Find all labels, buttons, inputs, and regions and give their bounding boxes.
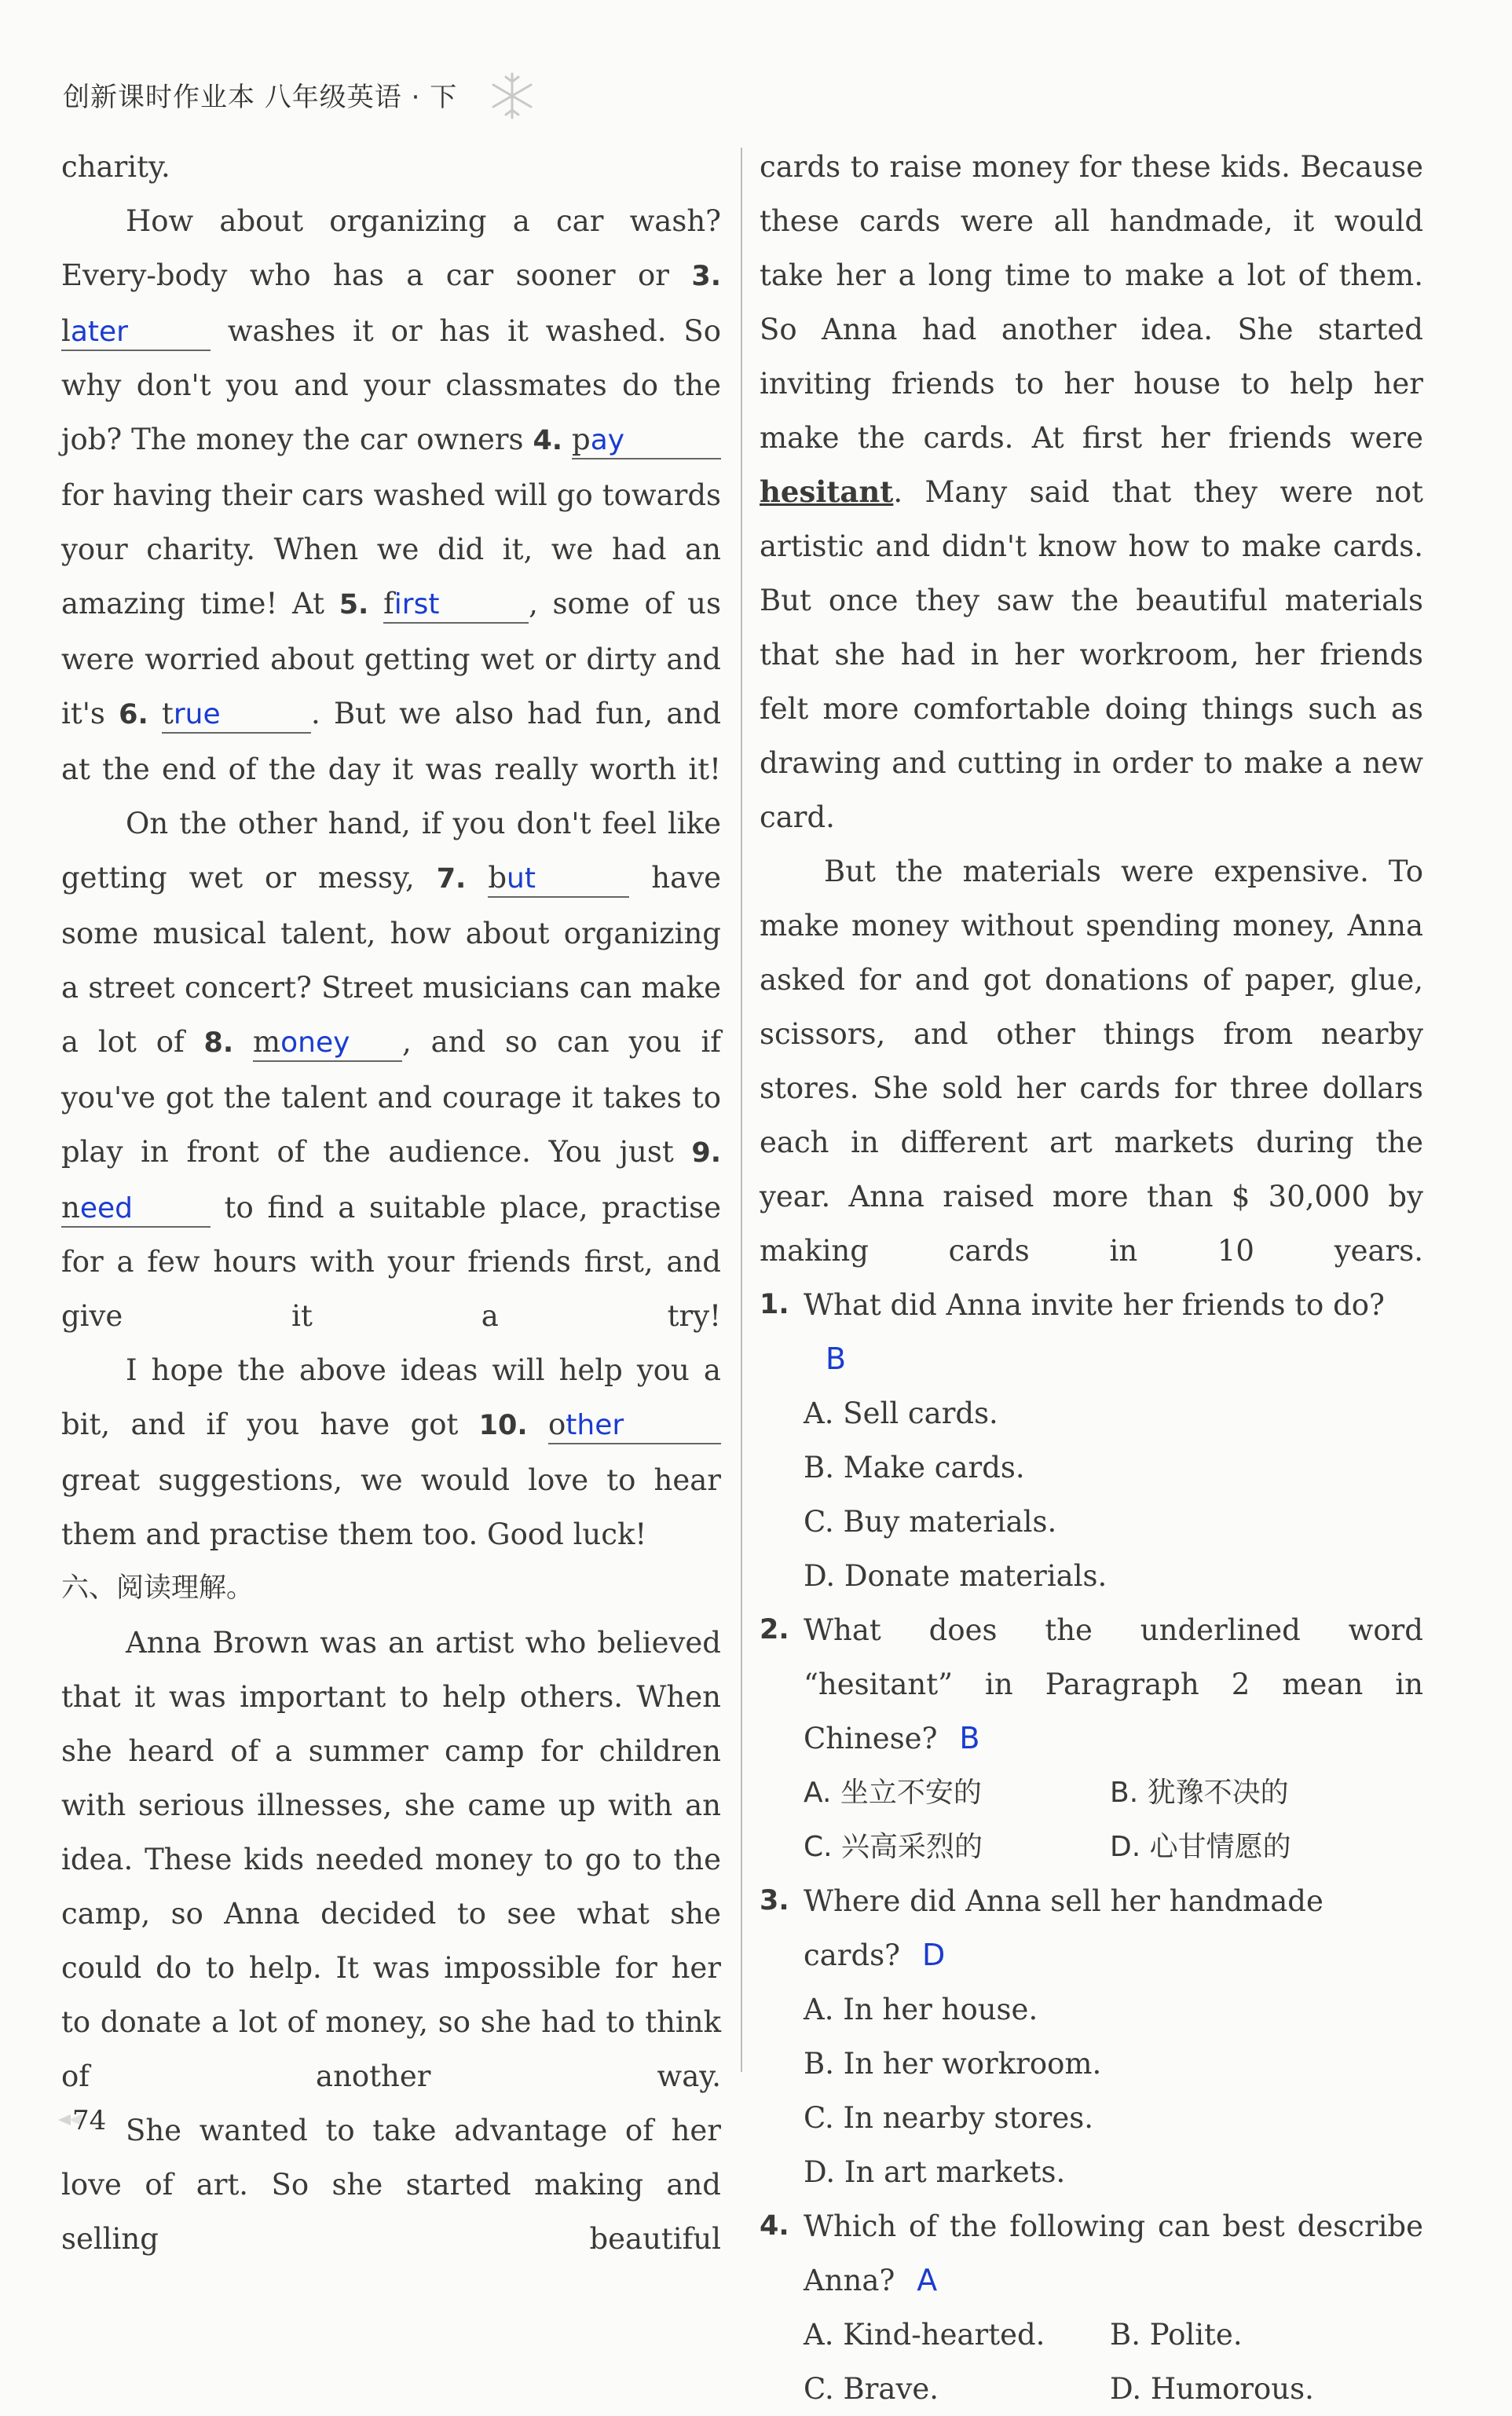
question-number: 3. bbox=[760, 1885, 789, 1916]
blank-number: 10. bbox=[478, 1410, 528, 1441]
question-number: 2. bbox=[760, 1614, 789, 1645]
option[interactable]: A. Kind-hearted. bbox=[804, 2318, 1045, 2352]
text: have some musical talent, how about organizing a street concert? Street musicians can make a lot of bbox=[61, 861, 721, 1059]
handwritten-answer: irst bbox=[394, 588, 440, 620]
handwritten-answer: A bbox=[917, 2263, 938, 2297]
answer-blank-5[interactable] bbox=[383, 587, 529, 624]
blank-number: 8. bbox=[203, 1027, 234, 1059]
question-3 bbox=[760, 1874, 1423, 1982]
question-1 bbox=[760, 1278, 1423, 1386]
initial-letter: n bbox=[61, 1191, 80, 1224]
answer-blank-3[interactable] bbox=[61, 314, 211, 351]
option[interactable]: B. Make cards. bbox=[804, 1451, 1025, 1484]
blank-number: 4. bbox=[533, 425, 563, 456]
text: to find a suitable place, practise for a few hours with your friends first, and give it a try! bbox=[61, 1191, 721, 1333]
answer-blank-7[interactable] bbox=[488, 861, 629, 898]
option-row bbox=[804, 2308, 1423, 2362]
option[interactable]: D. Donate materials. bbox=[804, 1559, 1107, 1593]
initial-letter: m bbox=[253, 1025, 281, 1059]
left-column bbox=[61, 140, 721, 2266]
text: . Many said that they were not artistic and didn't know how to make cards. But once they saw the beautiful materials that she had in her workroom, her friends felt more comfortable doing things such as drawing and cutting in order to make a new card. bbox=[760, 475, 1423, 834]
option[interactable]: A. Sell cards. bbox=[804, 1397, 998, 1430]
text: washes it or has it washed. So why don't you and your classmates do the job? The money the car owners bbox=[61, 314, 721, 456]
text: charity. bbox=[61, 150, 170, 184]
initial-letter: f bbox=[383, 587, 394, 620]
text: for having their cars washed will go towards your charity. When we did it, we had an amazing time! At bbox=[61, 478, 721, 620]
blank-number: 6. bbox=[119, 699, 148, 730]
option[interactable]: D. Humorous. bbox=[1110, 2372, 1314, 2406]
answer-blank-6[interactable] bbox=[162, 697, 311, 734]
option[interactable]: A. 坐立不安的 bbox=[804, 1777, 982, 1809]
reading-paragraph-2-cont bbox=[760, 140, 1423, 844]
section-heading: 六、阅读理解。 bbox=[61, 1572, 254, 1604]
option-row bbox=[804, 1766, 1423, 1820]
option[interactable]: C. Brave. bbox=[804, 2372, 939, 2406]
option[interactable]: D. In art markets. bbox=[804, 2155, 1066, 2189]
option-row bbox=[804, 2362, 1423, 2416]
text: How about organizing a car wash? Every-body who has a car sooner or bbox=[61, 204, 721, 292]
handwritten-answer: ther bbox=[566, 1409, 624, 1441]
paragraph-charity bbox=[61, 140, 721, 194]
option[interactable]: B. Polite. bbox=[1110, 2318, 1243, 2352]
option[interactable]: C. 兴高采烈的 bbox=[804, 1831, 983, 1863]
handwritten-answer: ut bbox=[507, 862, 536, 895]
question-4 bbox=[760, 2199, 1423, 2308]
text: , and so can you if you've got the talent and courage it takes to play in front of the audience. You just bbox=[61, 1025, 721, 1169]
answer-blank-10[interactable] bbox=[548, 1408, 721, 1444]
paragraph-closing bbox=[61, 1343, 721, 1561]
page-number: 74 bbox=[72, 2105, 107, 2136]
option[interactable]: A. In her house. bbox=[804, 1993, 1038, 2026]
answer-blank-8[interactable] bbox=[253, 1025, 402, 1062]
question-text: What did Anna invite her friends to do? bbox=[804, 1288, 1385, 1322]
reading-paragraph-2-start: She wanted to take advantage of her love of art. So she started making and selling beautiful bbox=[61, 2114, 721, 2256]
text: I hope the above ideas will help you a bit, and if you have got bbox=[61, 1353, 721, 1441]
handwritten-answer: ater bbox=[70, 316, 128, 348]
text: On the other hand, if you don't feel like getting wet or messy, bbox=[61, 807, 721, 895]
text: . But we also had fun, and at the end of the day it was really worth it! bbox=[61, 697, 721, 786]
question-2 bbox=[760, 1603, 1423, 1766]
handwritten-answer: B bbox=[959, 1721, 980, 1755]
option[interactable]: C. In nearby stores. bbox=[804, 2101, 1094, 2135]
question-text: Which of the following can best describe Anna? bbox=[804, 2209, 1423, 2297]
question-number: 4. bbox=[760, 2210, 789, 2242]
question-text: What does the underlined word “hesitant” in Paragraph 2 mean in Chinese? bbox=[804, 1613, 1423, 1755]
option-row bbox=[804, 1820, 1423, 1874]
column-divider bbox=[741, 148, 742, 2072]
blank-number: 3. bbox=[691, 261, 721, 292]
option[interactable]: C. Buy materials. bbox=[804, 1505, 1057, 1539]
blank-number: 9. bbox=[691, 1137, 721, 1169]
reading-paragraph-1: Anna Brown was an artist who believed that it was important to help others. When she heard of a summer camp for children with serious illnesses, she came up with an idea. These kids needed money to go to the camp, so Anna decided to see what she could do to help. It was impossible for her to donate a lot of money, so she had to think of another way. bbox=[61, 1626, 721, 2093]
handwritten-answer: ay bbox=[590, 424, 625, 456]
underlined-word-hesitant: hesitant bbox=[760, 474, 894, 509]
initial-letter: b bbox=[488, 861, 507, 895]
text: , some of us were worried about getting wet or dirty and it's bbox=[61, 587, 721, 730]
handwritten-answer: eed bbox=[79, 1192, 133, 1224]
handwritten-answer: B bbox=[826, 1342, 847, 1376]
initial-letter: o bbox=[548, 1408, 566, 1441]
initial-letter: l bbox=[61, 314, 71, 348]
answer-blank-9[interactable] bbox=[61, 1191, 211, 1228]
option[interactable]: B. In her workroom. bbox=[804, 2047, 1102, 2081]
option[interactable]: D. 心甘情愿的 bbox=[1110, 1831, 1291, 1863]
paragraph-car-wash bbox=[61, 194, 721, 796]
page-header: 创新课时作业本 八年级英语 · 下 bbox=[63, 82, 458, 113]
handwritten-answer: rue bbox=[173, 698, 221, 730]
paragraph-street-concert bbox=[61, 796, 721, 1343]
blank-number: 7. bbox=[436, 863, 467, 895]
snowflake-icon bbox=[487, 71, 537, 121]
initial-letter: p bbox=[572, 423, 591, 456]
initial-letter: t bbox=[161, 697, 174, 730]
reading-paragraph-3: But the materials were expensive. To make money without spending money, Anna asked for and got donations of paper, glue, scissors, and other things from nearby stores. She sold her cards for three dollars each in different art markets during the year. Anna raised more than $ 30,000 by making cards in 10 years. bbox=[760, 855, 1423, 1268]
answer-blank-4[interactable] bbox=[572, 423, 721, 459]
text: cards to raise money for these kids. Because these cards were all handmade, it would take her a long time to make a lot of them. So Anna had another idea. She started inviting friends to her house to help her make the cards. At first her friends were bbox=[760, 150, 1423, 455]
question-text: Where did Anna sell her handmade cards? bbox=[804, 1884, 1323, 1972]
handwritten-answer: D bbox=[921, 1938, 946, 1972]
question-number: 1. bbox=[760, 1289, 789, 1320]
blank-number: 5. bbox=[339, 589, 369, 620]
option[interactable]: B. 犹豫不决的 bbox=[1110, 1777, 1289, 1809]
right-column bbox=[760, 140, 1423, 2416]
handwritten-answer: oney bbox=[280, 1027, 350, 1059]
text: great suggestions, we would love to hear them and practise them too. Good luck! bbox=[61, 1463, 721, 1551]
